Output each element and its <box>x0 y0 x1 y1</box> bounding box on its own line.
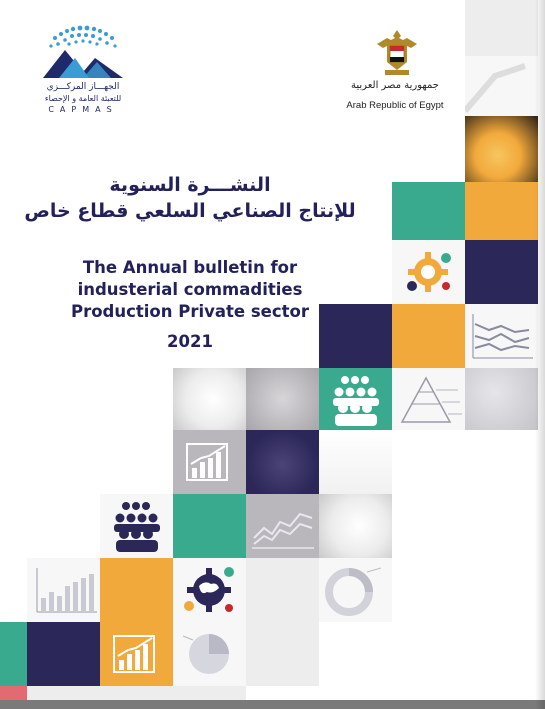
gear-icon <box>392 240 465 304</box>
bar-chart-icon <box>173 430 246 494</box>
decor-tile <box>173 368 246 430</box>
decor-tile <box>0 622 27 686</box>
title-english-line1: The Annual bulletin for <box>82 258 298 277</box>
column-chart-tile <box>27 558 100 622</box>
capmas-name-arabic-subtitle: للتعبئة العامة و الإحصاء <box>44 94 122 103</box>
decor-tile <box>319 304 392 368</box>
line-chart-icon <box>246 494 319 558</box>
egypt-eagle-emblem <box>373 26 421 78</box>
capmas-name-arabic: الجهـــاز المركـــزي <box>46 82 120 92</box>
bar-chart-icon <box>100 622 173 686</box>
line-chart-tile <box>246 494 319 558</box>
decor-tile <box>465 368 538 430</box>
decor-tile <box>392 304 465 368</box>
decor-tile <box>0 686 27 700</box>
decor-tile <box>319 430 392 494</box>
bar-chart-tile <box>173 430 246 494</box>
pie-chart-tile <box>173 622 246 686</box>
decor-tile <box>465 116 538 182</box>
gear-icon-tile <box>392 240 465 304</box>
decor-tile <box>27 622 100 686</box>
globe-gear-tile <box>173 558 246 622</box>
title-arabic-line2: للإنتاج الصناعي السلعي قطاع خاص <box>24 200 356 222</box>
page-edge-shadow <box>535 0 545 709</box>
decor-tile <box>246 558 319 622</box>
capmas-name-english: CAPMAS <box>48 105 118 114</box>
decor-tile <box>246 368 319 430</box>
people-icon <box>100 494 173 558</box>
title-year: 2021 <box>167 332 213 351</box>
bar-chart-tile <box>100 622 173 686</box>
globe-gear-icon <box>173 558 246 622</box>
egypt-name-english: Arab Republic of Egypt <box>346 100 444 111</box>
decor-tile <box>246 622 319 686</box>
people-icon-tile <box>319 368 392 430</box>
title-arabic-line1: النشـــرة السنوية <box>109 174 271 196</box>
decor-tile <box>465 56 538 116</box>
donut-chart-tile <box>319 558 392 622</box>
egypt-name-arabic: جمهورية مصر العربية <box>351 80 439 91</box>
people-icon <box>319 368 392 430</box>
donut-chart-icon <box>319 558 392 622</box>
title-english-line3: Production Private sector <box>70 302 310 321</box>
decor-tile <box>173 494 246 558</box>
decor-tile <box>465 240 538 304</box>
decor-tile <box>392 182 465 240</box>
line-chart-tile <box>465 304 538 368</box>
pie-chart-icon <box>173 622 246 686</box>
decor-tile <box>100 558 173 622</box>
decor-tile <box>27 686 246 700</box>
decor-tile <box>465 182 538 240</box>
people-icon-tile <box>100 494 173 558</box>
pyramid-chart-tile <box>392 368 465 430</box>
title-english <box>40 257 340 323</box>
pyramid-chart-icon <box>392 368 465 430</box>
bottom-border <box>0 700 545 709</box>
line-chart-icon <box>465 304 538 368</box>
decor-tile <box>246 430 319 494</box>
column-chart-icon <box>27 558 100 622</box>
decor-tile <box>319 494 392 558</box>
title-english-line2: industerial commadities <box>77 280 303 299</box>
